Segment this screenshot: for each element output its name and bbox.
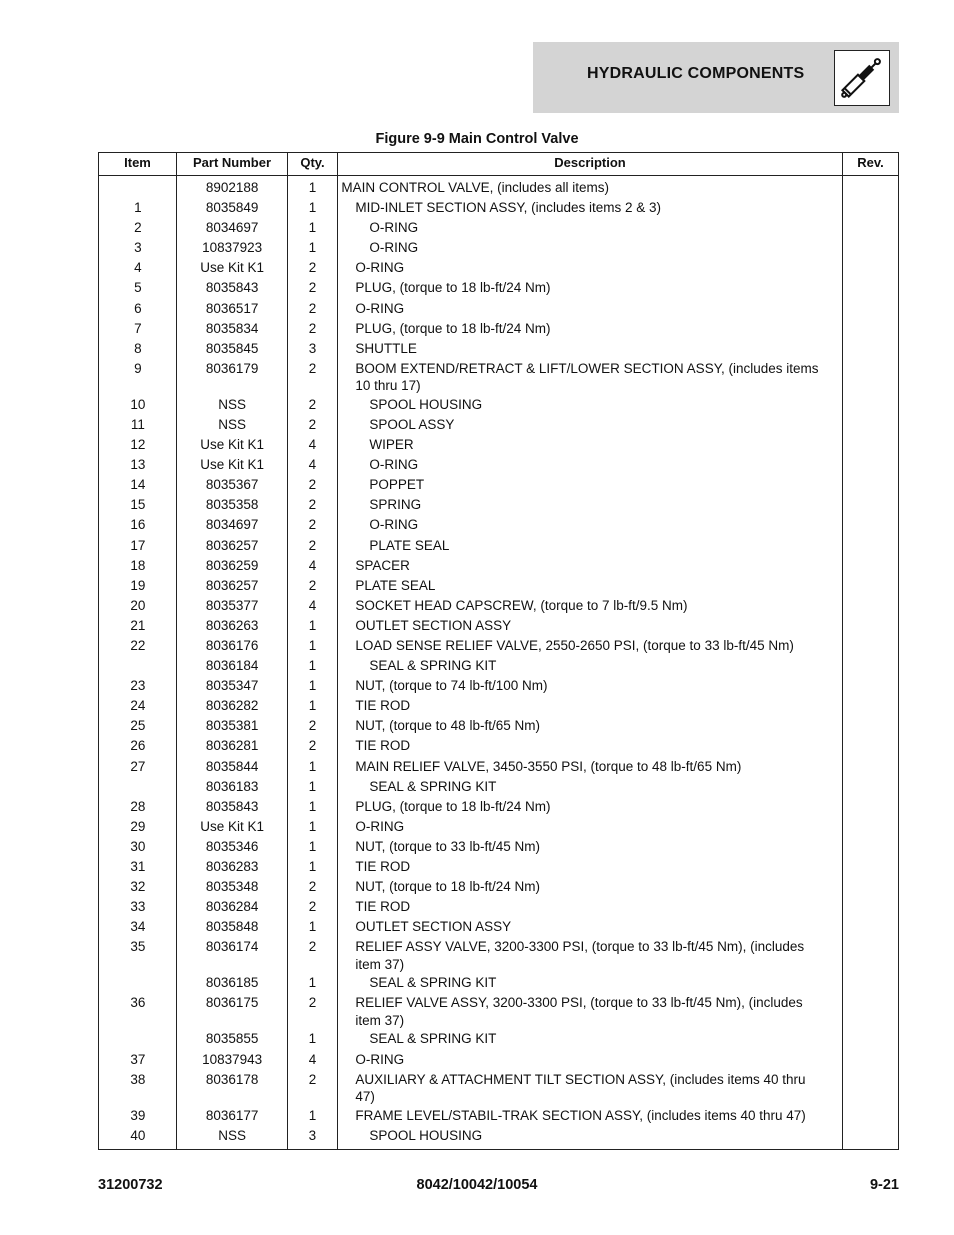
cell-qty: 2: [308, 899, 317, 915]
cell-item: 18: [130, 557, 146, 573]
cell-item: [99, 973, 177, 974]
cell-rev: [841, 258, 898, 259]
cell-rev: [841, 877, 898, 878]
cell-qty: 2: [308, 497, 317, 513]
cell-qty: 1: [308, 818, 317, 834]
cell-part-number: 8035347: [205, 678, 259, 694]
cell-qty: 2: [308, 396, 317, 412]
cell-part-number: Use Kit K1: [200, 437, 265, 453]
cell-qty: 1: [308, 778, 317, 794]
cell-qty: 4: [308, 1051, 317, 1067]
cell-description: BOOM EXTEND/RETRACT & LIFT/LOWER SECTION ASSY, (includes items 10 thru 17): [355, 360, 819, 394]
cell-qty: 1: [308, 240, 317, 256]
cell-description: MAIN CONTROL VALVE, (includes all items): [341, 180, 609, 195]
cell-rev: [841, 757, 898, 758]
cell-item: 37: [130, 1051, 146, 1067]
cell-part-number: 8035377: [205, 597, 259, 613]
cell-description: O-RING: [369, 220, 419, 236]
table-row: [99, 359, 898, 395]
cell-part-number: 8036257: [205, 537, 259, 553]
cell-qty: 1: [308, 200, 317, 216]
cell-item: [99, 1029, 177, 1030]
cell-part-number: 8036284: [205, 899, 259, 915]
cell-rev: [841, 435, 898, 436]
table-row: [99, 395, 898, 415]
cell-qty: 2: [308, 718, 317, 734]
cell-qty: 1: [308, 975, 317, 991]
cell-part-number: 8036185: [205, 975, 259, 991]
table-row: [99, 435, 898, 455]
cell-part-number: 8035855: [205, 1031, 259, 1047]
cell-part-number: 8036282: [205, 698, 259, 714]
cell-qty: 1: [308, 180, 317, 195]
cell-part-number: NSS: [218, 416, 247, 432]
table-row: [99, 339, 898, 359]
table-body: [99, 176, 898, 1149]
cell-item: 22: [130, 637, 146, 653]
table-row: [99, 495, 898, 515]
cell-rev: [841, 178, 898, 179]
cell-rev: [841, 817, 898, 818]
cell-description: NUT, (torque to 48 lb-ft/65 Nm): [355, 718, 540, 734]
cell-rev: [841, 937, 898, 938]
cell-item: 7: [134, 320, 142, 336]
cell-qty: 2: [308, 939, 317, 955]
table-row: [99, 475, 898, 495]
cell-item: 17: [130, 537, 146, 553]
cell-item: 31: [130, 859, 146, 874]
cell-item: 24: [130, 698, 146, 714]
cell-part-number: 8036517: [205, 300, 259, 316]
cell-rev: [841, 636, 898, 637]
cell-item: 30: [130, 838, 146, 854]
cell-item: [99, 178, 177, 179]
cell-item: 35: [130, 939, 146, 955]
cell-description: FRAME LEVEL/STABIL-TRAK SECTION ASSY, (includes items 40 thru 47): [355, 1107, 806, 1123]
cell-item: 19: [130, 577, 146, 593]
cell-description: O-RING: [369, 457, 419, 473]
table-row: [99, 716, 898, 736]
cell-item: 34: [130, 919, 146, 935]
cell-part-number: 8036177: [205, 1107, 259, 1123]
cell-qty: 1: [308, 919, 317, 935]
cell-qty: 1: [308, 678, 317, 694]
cell-rev: [841, 857, 898, 858]
cell-part-number: 8036183: [205, 778, 259, 794]
cell-description: POPPET: [369, 477, 425, 493]
cell-part-number: 8036176: [205, 637, 259, 653]
cell-part-number: 8034697: [205, 220, 259, 236]
cell-rev: [841, 716, 898, 717]
cell-item: 23: [130, 678, 146, 694]
table-row: [99, 576, 898, 596]
table-row: [99, 817, 898, 837]
cell-description: SPOOL ASSY: [369, 416, 455, 432]
cell-description: SPACER: [355, 557, 410, 573]
cell-description: SEAL & SPRING KIT: [369, 778, 497, 794]
cell-description: O-RING: [369, 240, 419, 256]
table-row: [99, 596, 898, 616]
cell-qty: 2: [308, 477, 317, 493]
section-header: [533, 42, 899, 113]
cell-description: MAIN RELIEF VALVE, 3450-3550 PSI, (torque to 48 lb-ft/65 Nm): [355, 758, 742, 774]
cell-rev: [841, 515, 898, 516]
table-row: [99, 1106, 898, 1126]
table-row: [99, 837, 898, 857]
cell-qty: 2: [308, 1071, 317, 1087]
table-row: [99, 178, 898, 198]
cell-part-number: 8035843: [205, 798, 259, 814]
cell-rev: [841, 339, 898, 340]
cell-description: O-RING: [355, 260, 405, 276]
table-row: [99, 757, 898, 777]
table-row: [99, 556, 898, 576]
cell-part-number: 8035843: [205, 280, 259, 296]
cell-qty: 2: [308, 879, 317, 895]
table-row: [99, 636, 898, 656]
cell-qty: 2: [308, 577, 317, 593]
cell-description: O-RING: [369, 517, 419, 533]
table-row: [99, 415, 898, 435]
cell-description: OUTLET SECTION ASSY: [355, 919, 512, 935]
cell-description: SEAL & SPRING KIT: [369, 658, 497, 674]
cell-rev: [841, 596, 898, 597]
cell-qty: 1: [308, 637, 317, 653]
table-row: [99, 299, 898, 319]
table-row: [99, 736, 898, 756]
cell-qty: 2: [308, 280, 317, 296]
table-row: [99, 937, 898, 973]
cell-description: NUT, (torque to 33 lb-ft/45 Nm): [355, 838, 540, 854]
cell-rev: [841, 415, 898, 416]
cell-part-number: 8035381: [205, 718, 259, 734]
table-row: [99, 1126, 898, 1146]
cell-description: SPRING: [369, 497, 422, 513]
table-row: [99, 1070, 898, 1106]
cell-item: 27: [130, 758, 146, 774]
cell-description: TIE ROD: [355, 738, 411, 754]
cell-part-number: Use Kit K1: [200, 457, 265, 473]
cell-rev: [841, 973, 898, 974]
cell-qty: 2: [308, 300, 317, 316]
cell-item: 33: [130, 899, 146, 915]
cell-rev: [841, 198, 898, 199]
cell-item: 2: [134, 220, 142, 236]
cell-description: SEAL & SPRING KIT: [369, 1031, 497, 1047]
cell-item: 4: [134, 260, 142, 276]
cell-part-number: NSS: [218, 396, 247, 412]
cell-part-number: Use Kit K1: [200, 818, 265, 834]
cell-qty: 3: [308, 1127, 317, 1143]
cell-description: WIPER: [369, 437, 414, 453]
cell-description: PLUG, (torque to 18 lb-ft/24 Nm): [355, 798, 551, 814]
cell-qty: 1: [308, 798, 317, 814]
cell-rev: [841, 837, 898, 838]
cell-rev: [841, 299, 898, 300]
cell-item: 1: [134, 200, 142, 216]
cell-description: O-RING: [355, 300, 405, 316]
cell-qty: 1: [308, 220, 317, 236]
parts-table: [98, 152, 899, 1150]
cell-part-number: 8036281: [205, 738, 259, 754]
cell-part-number: 8036174: [205, 939, 259, 955]
col-header-qty: Qty.: [288, 153, 338, 175]
cell-qty: 2: [308, 738, 317, 754]
cell-description: NUT, (torque to 74 lb-ft/100 Nm): [355, 678, 548, 694]
cell-qty: 3: [308, 340, 317, 356]
cell-item: 9: [134, 360, 142, 376]
table-row: [99, 973, 898, 993]
cell-qty: 2: [308, 517, 317, 533]
table-row: [99, 536, 898, 556]
cell-qty: 2: [308, 360, 317, 376]
cell-rev: [841, 1070, 898, 1071]
cell-qty: 4: [308, 437, 317, 453]
cell-part-number: 8035348: [205, 879, 259, 895]
table-row: [99, 198, 898, 218]
cell-item: 38: [130, 1071, 146, 1087]
cell-description: SHUTTLE: [355, 340, 417, 356]
cell-part-number: 8034697: [205, 517, 259, 533]
cell-item: 25: [130, 718, 146, 734]
cell-part-number: 8036259: [205, 557, 259, 573]
cell-qty: 2: [308, 416, 317, 432]
table-row: [99, 777, 898, 797]
table-row: [99, 1029, 898, 1049]
cell-rev: [841, 1029, 898, 1030]
cell-item: [99, 777, 177, 778]
cell-qty: 2: [308, 260, 317, 276]
cell-qty: 2: [308, 537, 317, 553]
col-header-description: Description: [338, 153, 843, 175]
cell-description: RELIEF VALVE ASSY, 3200-3300 PSI, (torque to 33 lb-ft/45 Nm), (includes item 37): [355, 995, 803, 1028]
cell-description: SPOOL HOUSING: [369, 396, 483, 412]
cell-description: RELIEF ASSY VALVE, 3200-3300 PSI, (torque to 33 lb-ft/45 Nm), (includes item 37): [355, 939, 805, 972]
cell-item: 11: [130, 416, 145, 432]
cell-rev: [841, 359, 898, 360]
cell-qty: 2: [308, 995, 317, 1011]
cell-description: PLUG, (torque to 18 lb-ft/24 Nm): [355, 320, 551, 336]
cell-part-number: 10837943: [202, 1051, 263, 1067]
cell-description: LOAD SENSE RELIEF VALVE, 2550-2650 PSI, (torque to 33 lb-ft/45 Nm): [355, 637, 794, 653]
table-row: [99, 797, 898, 817]
cell-item: 20: [130, 597, 146, 613]
cell-part-number: 8036179: [205, 360, 259, 376]
cell-part-number: 8035834: [205, 320, 259, 336]
cell-item: 40: [130, 1127, 146, 1143]
cell-qty: 4: [308, 557, 317, 573]
cell-item: 13: [130, 457, 146, 473]
cell-qty: 1: [308, 1107, 317, 1123]
cell-qty: 1: [308, 838, 317, 854]
cell-rev: [841, 917, 898, 918]
cell-rev: [841, 475, 898, 476]
cell-rev: [841, 319, 898, 320]
cell-description: MID-INLET SECTION ASSY, (includes items 2 & 3): [355, 200, 661, 216]
cell-rev: [841, 455, 898, 456]
table-row: [99, 897, 898, 917]
cell-description: TIE ROD: [355, 859, 411, 874]
cell-rev: [841, 1106, 898, 1107]
cell-qty: 4: [308, 597, 317, 613]
cell-qty: 4: [308, 457, 317, 473]
cell-item: 3: [134, 240, 142, 256]
col-header-rev: Rev.: [857, 155, 884, 170]
cell-part-number: 10837923: [202, 240, 263, 256]
cell-item: 6: [134, 300, 142, 316]
cell-rev: [841, 797, 898, 798]
cell-description: SPOOL HOUSING: [369, 1127, 483, 1143]
cell-rev: [841, 897, 898, 898]
cell-rev: [841, 993, 898, 994]
cell-rev: [841, 696, 898, 697]
cell-item: 36: [130, 995, 146, 1011]
cell-qty: 1: [308, 1031, 317, 1047]
cell-qty: 1: [308, 658, 317, 674]
cell-rev: [841, 278, 898, 279]
cell-description: PLATE SEAL: [369, 537, 450, 553]
hydraulic-cylinder-icon: [834, 50, 890, 106]
col-header-item: Item: [99, 153, 177, 175]
cell-rev: [841, 736, 898, 737]
cell-rev: [841, 1126, 898, 1127]
table-row: [99, 696, 898, 716]
cell-part-number: 8035367: [205, 477, 259, 493]
cell-item: 5: [134, 280, 142, 296]
cell-description: PLUG, (torque to 18 lb-ft/24 Nm): [355, 280, 551, 296]
cell-description: TIE ROD: [355, 698, 411, 714]
cell-rev: [841, 495, 898, 496]
cell-description: OUTLET SECTION ASSY: [355, 617, 512, 633]
document-number: 31200732: [98, 1177, 163, 1193]
cell-part-number: Use Kit K1: [200, 260, 265, 276]
col-header-part-number: Part Number: [177, 153, 288, 175]
cell-description: PLATE SEAL: [355, 577, 436, 593]
cell-rev: [841, 395, 898, 396]
cell-part-number: 8035844: [205, 758, 259, 774]
table-row: [99, 993, 898, 1029]
cell-description: O-RING: [355, 1051, 405, 1067]
table-row: [99, 917, 898, 937]
cell-item: 28: [130, 798, 146, 814]
table-row: [99, 455, 898, 475]
figure-title: Figure 9-9 Main Control Valve: [375, 131, 579, 147]
cell-item: 14: [130, 477, 146, 493]
cell-part-number: 8035358: [205, 497, 259, 513]
cell-item: 21: [130, 617, 146, 633]
cell-qty: 1: [308, 859, 317, 874]
table-row: [99, 616, 898, 636]
cell-rev: [841, 676, 898, 677]
cell-description: O-RING: [355, 818, 405, 834]
cell-rev: [841, 218, 898, 219]
cell-rev: [841, 238, 898, 239]
cell-item: 29: [130, 818, 146, 834]
table-row: [99, 857, 898, 877]
cell-part-number: 8036257: [205, 577, 259, 593]
cell-item: 8: [134, 340, 142, 356]
table-row: [99, 218, 898, 238]
cell-item: 12: [130, 437, 146, 453]
cell-part-number: 8036178: [205, 1071, 259, 1087]
cell-item: [99, 656, 177, 657]
cell-rev: [841, 656, 898, 657]
cell-part-number: 8035845: [205, 340, 259, 356]
cell-qty: 1: [308, 617, 317, 633]
section-title: HYDRAULIC COMPONENTS: [587, 65, 805, 82]
table-row: [99, 258, 898, 278]
table-row: [99, 877, 898, 897]
cell-part-number: 8036184: [205, 658, 259, 674]
cell-rev: [841, 616, 898, 617]
table-row: [99, 278, 898, 298]
cell-item: 10: [130, 396, 146, 412]
cell-rev: [841, 536, 898, 537]
table-row: [99, 238, 898, 258]
cell-rev: [841, 556, 898, 557]
cell-description: SEAL & SPRING KIT: [369, 975, 497, 991]
cell-description: AUXILIARY & ATTACHMENT TILT SECTION ASSY, (includes items 40 thru 47): [355, 1071, 806, 1105]
cell-part-number: NSS: [218, 1127, 247, 1143]
cell-part-number: 8035848: [205, 919, 259, 935]
cell-description: SOCKET HEAD CAPSCREW, (torque to 7 lb-ft/9.5 Nm): [355, 597, 688, 613]
table-row: [99, 656, 898, 676]
cell-item: 15: [130, 497, 146, 513]
cell-part-number: 8902188: [205, 180, 259, 195]
cell-part-number: 8036283: [205, 859, 259, 874]
cell-qty: 1: [308, 758, 317, 774]
model-numbers: 8042/10042/10054: [416, 1177, 538, 1193]
cell-part-number: 8035849: [205, 200, 259, 216]
cell-description: NUT, (torque to 18 lb-ft/24 Nm): [355, 879, 540, 895]
cell-part-number: 8036263: [205, 617, 259, 633]
table-row: [99, 676, 898, 696]
cell-qty: 1: [308, 698, 317, 714]
table-row: [99, 319, 898, 339]
cell-item: 26: [130, 738, 146, 754]
cell-rev: [841, 576, 898, 577]
cell-rev: [841, 777, 898, 778]
cell-description: TIE ROD: [355, 899, 411, 915]
cell-part-number: 8035346: [205, 838, 259, 854]
table-header: [99, 153, 898, 176]
cell-item: 39: [130, 1107, 146, 1123]
table-row: [99, 1050, 898, 1070]
table-row: [99, 515, 898, 535]
page-number: 9-21: [869, 1177, 899, 1193]
cell-item: 16: [130, 517, 146, 533]
cell-part-number: 8036175: [205, 995, 259, 1011]
cell-item: 32: [130, 879, 146, 895]
cell-qty: 2: [308, 320, 317, 336]
cell-rev: [841, 1050, 898, 1051]
